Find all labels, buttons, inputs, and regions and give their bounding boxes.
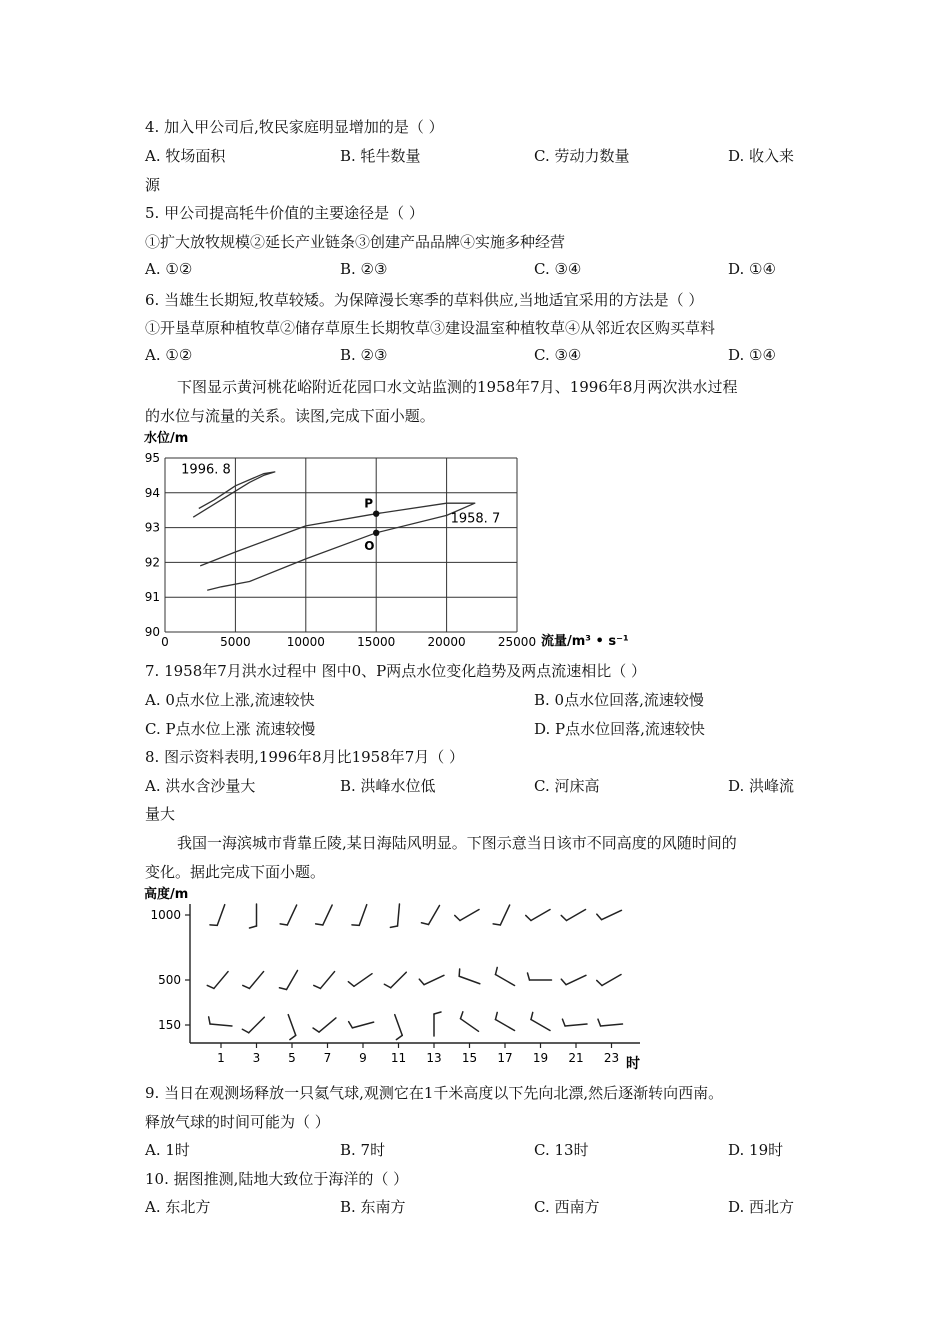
intro2-line2: 变化。据此完成下面小题。: [145, 863, 326, 881]
wind-barb: [561, 910, 585, 921]
q5-option-c: C. ③④: [534, 260, 582, 278]
q6-option-b: B. ②③: [340, 346, 388, 364]
chart1-ylabel: 水位/m: [144, 431, 189, 446]
q7-stem: 7. 1958年7月洪水过程中 图中0、P两点水位变化趋势及两点流速相比（ ）: [145, 662, 646, 680]
wind-barb-feather: [459, 969, 460, 976]
q5-option-a: A. ①②: [145, 260, 193, 278]
wind-barb-shaft: [398, 904, 400, 926]
wind-barb: [561, 975, 586, 984]
q8-option-d: D. 洪峰流: [728, 777, 795, 795]
wind-barb: [455, 910, 479, 921]
chart2-x-tick: 19: [532, 1051, 549, 1065]
wind-barb: [279, 970, 297, 989]
q4-option-d: D. 收入来: [728, 147, 795, 165]
q8-option-c: C. 河床高: [534, 777, 600, 795]
chart2-x-tick: 3: [252, 1051, 261, 1065]
q7-option-b: B. 0点水位回落,流速较慢: [534, 691, 704, 709]
wind-barb-shaft: [424, 975, 444, 984]
chart2-barbs: [207, 904, 622, 1040]
wind-barb-feather: [460, 1012, 462, 1019]
wind-barb-shaft: [214, 972, 228, 989]
wind-barb: [210, 905, 225, 926]
chart2-axes: [185, 904, 640, 1048]
wind-barb-feather: [495, 967, 497, 974]
wind-barb: [242, 1017, 264, 1033]
wind-barb-feather: [314, 985, 321, 988]
wind-barb: [314, 972, 335, 989]
chart1-x-tick: 5000: [220, 635, 251, 649]
wind-barb: [495, 967, 514, 985]
chart1-y-tick: 95: [144, 451, 160, 465]
wind-barb: [390, 904, 399, 927]
q8-option-b: B. 洪峰水位低: [340, 777, 436, 795]
wind-barb-feather: [396, 1035, 402, 1039]
q9-option-d: D. 19时: [728, 1141, 784, 1159]
wind-barb-shaft: [249, 1017, 265, 1033]
chart1-x-tick: 20000: [427, 635, 466, 649]
chart2-y-tick: 1000: [150, 908, 181, 922]
wind-barb-shaft: [319, 1018, 336, 1032]
chart2-x-tick: 13: [426, 1051, 442, 1065]
wind-barb-shaft: [531, 910, 550, 921]
wind-barb-shaft: [354, 974, 372, 987]
q10-option-a: A. 东北方: [145, 1198, 211, 1216]
wind-barb-shaft: [601, 1024, 623, 1026]
q6-choices: ①开垦草原种植牧草②储存草原生长期牧草③建设温室种植牧草④从邻近农区购买草料: [145, 319, 716, 337]
wind-barb-feather: [531, 1012, 533, 1019]
chart2-x-tick: 15: [461, 1051, 478, 1065]
wind-barb-feather: [493, 924, 500, 925]
wind-barb-feather: [526, 915, 531, 920]
q9-stem: 9. 当日在观测场释放一只氦气球,观测它在1千米高度以下先向北漂,然后逐渐转向西南。: [145, 1084, 724, 1102]
chart2-y-tick: 150: [158, 1018, 181, 1032]
wind-barb-feather: [455, 915, 460, 920]
wind-barb: [460, 1012, 478, 1031]
chart2-x-tick: 1: [217, 1051, 225, 1065]
chart1-x-tick: 15000: [357, 635, 396, 649]
wind-barb-shaft: [287, 905, 296, 925]
chart2-x-tick: 7: [323, 1051, 332, 1065]
wind-barb-feather: [279, 988, 286, 990]
wind-barb-feather: [597, 980, 602, 985]
wind-barb-shaft: [495, 1020, 514, 1031]
wind-barb: [531, 1012, 550, 1030]
wind-barb-shaft: [460, 910, 479, 921]
chart1-y-tick: 92: [144, 555, 160, 570]
chart2-xlabel: 时: [626, 1056, 640, 1072]
chart1-series: [181, 463, 500, 591]
wind-barb-feather: [290, 1035, 296, 1039]
q9-option-b: B. 7时: [340, 1141, 386, 1159]
wind-barb-feather: [207, 985, 214, 988]
chart1-point-label: O: [364, 538, 375, 553]
q9-option-c: C. 13时: [534, 1141, 589, 1159]
wind-barb-shaft: [495, 975, 514, 986]
chart1-point-label: P: [364, 496, 373, 511]
chart1-x-tick: 25000: [497, 635, 537, 649]
wind-barb-feather: [242, 1029, 248, 1033]
wind-barb: [250, 904, 257, 928]
wind-barb-shaft: [531, 1020, 550, 1031]
wind-barb-feather: [562, 1019, 565, 1026]
wind-barb-feather: [352, 925, 359, 926]
wind-barb: [495, 1012, 514, 1030]
wind-barb-feather: [561, 979, 566, 984]
wind-barb-shaft: [217, 905, 225, 926]
wind-barb-shaft: [566, 975, 586, 984]
wind-barb-shaft: [352, 1022, 373, 1028]
q10-option-d: D. 西北方: [728, 1198, 795, 1216]
wind-barb-shaft: [459, 976, 480, 984]
chart2-x-tick: 5: [288, 1051, 296, 1065]
q8-stem: 8. 图示资料表明,1996年8月比1958年7月（ ）: [145, 748, 465, 766]
q10-option-b: B. 东南方: [340, 1198, 406, 1216]
wind-barb-shaft: [565, 1024, 587, 1026]
wind-barb: [419, 975, 444, 984]
q7-option-a: A. 0点水位上涨,流速较快: [145, 691, 315, 709]
intro2-line1: 我国一海滨城市背靠丘陵,某日海陆风明显。下图示意当日该市不同高度的风随时间的: [177, 834, 737, 852]
wind-barb-shaft: [391, 972, 407, 988]
wind-barb: [316, 905, 332, 925]
q5-stem: 5. 甲公司提高牦牛价值的主要途径是（ ）: [145, 204, 424, 222]
q5-option-b: B. ②③: [340, 260, 388, 278]
wind-barb-shaft: [287, 970, 298, 989]
wind-barb-feather: [250, 926, 257, 928]
chart1-series-line: [200, 503, 475, 590]
q9-stem-cont: 释放气球的时间可能为（ ）: [145, 1113, 330, 1131]
chart1-point-o: [373, 530, 379, 536]
q10-option-c: C. 西南方: [534, 1198, 600, 1216]
wind-barb: [528, 973, 552, 980]
wind-barb-feather: [561, 915, 566, 920]
wind-barb-feather: [210, 925, 217, 926]
q4-option-a: A. 牧场面积: [145, 147, 226, 165]
wind-barb-feather: [390, 926, 397, 927]
wind-height-time-chart: [140, 882, 660, 1074]
wind-barb-shaft: [500, 905, 509, 925]
wind-barb: [597, 975, 621, 986]
q4-option-wrap: 源: [145, 176, 161, 194]
chart2-x-tick: 11: [390, 1051, 407, 1065]
wind-barb-shaft: [288, 1015, 296, 1036]
wind-barb: [243, 972, 264, 989]
wind-barb-shaft: [602, 975, 621, 986]
wind-barb-shaft: [566, 910, 585, 921]
chart1-y-tick: 94: [144, 485, 160, 500]
wind-barb-feather: [313, 1028, 319, 1032]
wind-barb-shaft: [602, 910, 622, 919]
wind-barb: [562, 1019, 587, 1026]
q9-option-a: A. 1时: [145, 1141, 190, 1159]
chart2-y-tick: 500: [158, 973, 181, 987]
wind-barb-feather: [316, 924, 323, 925]
intro1-line1: 下图显示黄河桃花峪附近花园口水文站监测的1958年7月、1996年8月两次洪水过程: [177, 378, 738, 396]
wind-barb-shaft: [320, 972, 334, 989]
wind-barb: [597, 910, 622, 919]
chart1-series-line: [193, 472, 275, 517]
wind-barb-shaft: [429, 905, 440, 924]
q5-choices: ①扩大放牧规模②延长产业链条③创建产品品牌④实施多种经营: [145, 233, 566, 251]
wind-barb: [288, 1015, 296, 1040]
intro1-line2: 的水位与流量的关系。读图,完成下面小题。: [145, 407, 435, 425]
chart2-ticks: [150, 908, 619, 1065]
wind-barb: [207, 972, 228, 989]
q8-option-a: A. 洪水含沙量大: [145, 777, 256, 795]
wind-barb: [434, 1012, 441, 1036]
wind-barb-shaft: [249, 972, 263, 989]
wind-barb: [209, 1017, 232, 1026]
wind-barb-feather: [243, 985, 250, 988]
q8-option-wrap: 量大: [145, 805, 176, 823]
chart2-x-tick: 21: [568, 1051, 584, 1065]
chart1-series-label: 1996. 8: [181, 462, 231, 478]
q6-stem: 6. 当雄生长期短,牧草较矮。为保障漫长寒季的草料供应,当地适宜采用的方法是（ ）: [145, 291, 704, 309]
q4-option-b: B. 牦牛数量: [340, 147, 421, 165]
water-level-discharge-chart: [140, 426, 640, 652]
q6-option-c: C. ③④: [534, 346, 582, 364]
wind-barb: [348, 974, 372, 987]
chart1-points: [364, 497, 379, 553]
wind-barb: [352, 905, 367, 926]
chart1-series-label: 1958. 7: [450, 511, 501, 527]
q7-option-d: D. P点水位回落,流速较快: [534, 720, 705, 738]
wind-barb: [526, 910, 550, 921]
chart2-x-tick: 9: [359, 1051, 367, 1065]
wind-barb: [349, 1022, 374, 1028]
q5-option-d: D. ①④: [728, 260, 776, 278]
wind-barb: [598, 1019, 623, 1026]
wind-barb-feather: [434, 1012, 441, 1014]
q10-stem: 10. 据图推测,陆地大致位于海洋的（ ）: [145, 1170, 409, 1188]
q4-stem: 4. 加入甲公司后,牧民家庭明显增加的是（ ）: [145, 118, 444, 136]
chart2-ylabel: 高度/m: [144, 887, 189, 902]
wind-barb-shaft: [323, 905, 332, 925]
q4-option-c: C. 劳动力数量: [534, 147, 630, 165]
chart1-x-tick: 10000: [286, 635, 325, 649]
wind-barb: [459, 969, 480, 984]
wind-barb: [313, 1018, 336, 1032]
wind-barb-feather: [209, 1017, 210, 1024]
wind-barb-feather: [349, 1022, 353, 1028]
chart2-x-tick: 17: [497, 1051, 513, 1065]
wind-barb: [493, 905, 509, 925]
wind-barb-feather: [598, 1019, 601, 1026]
wind-barb-shaft: [359, 905, 367, 926]
chart1-ticks: [145, 451, 536, 649]
q7-option-c: C. P点水位上涨 流速较慢: [145, 720, 316, 738]
wind-barb-feather: [419, 979, 424, 984]
wind-barb-feather: [280, 924, 287, 925]
chart1-y-tick: 91: [144, 590, 160, 605]
chart2-x-tick: 23: [603, 1051, 620, 1065]
wind-barb-shaft: [210, 1024, 232, 1026]
wind-barb: [384, 972, 406, 988]
wind-barb-shaft: [395, 1015, 403, 1036]
chart1-y-tick: 90: [144, 625, 160, 639]
q6-option-a: A. ①②: [145, 346, 193, 364]
wind-barb-feather: [495, 1012, 497, 1019]
chart1-grid: [165, 458, 517, 632]
wind-barb-feather: [384, 984, 390, 988]
wind-barb-shaft: [460, 1019, 478, 1032]
chart1-x-tick: 0: [161, 635, 169, 649]
wind-barb-feather: [421, 923, 428, 925]
q6-option-d: D. ①④: [728, 346, 776, 364]
chart1-point-p: [373, 510, 379, 516]
wind-barb-feather: [348, 982, 354, 987]
wind-barb: [421, 905, 439, 924]
wind-barb: [280, 905, 296, 925]
wind-barb-feather: [597, 914, 602, 919]
chart1-y-tick: 93: [144, 520, 160, 535]
wind-barb-feather: [528, 973, 530, 980]
wind-barb: [395, 1015, 403, 1040]
chart1-xlabel: 流量/m³ • s⁻¹: [541, 634, 629, 649]
